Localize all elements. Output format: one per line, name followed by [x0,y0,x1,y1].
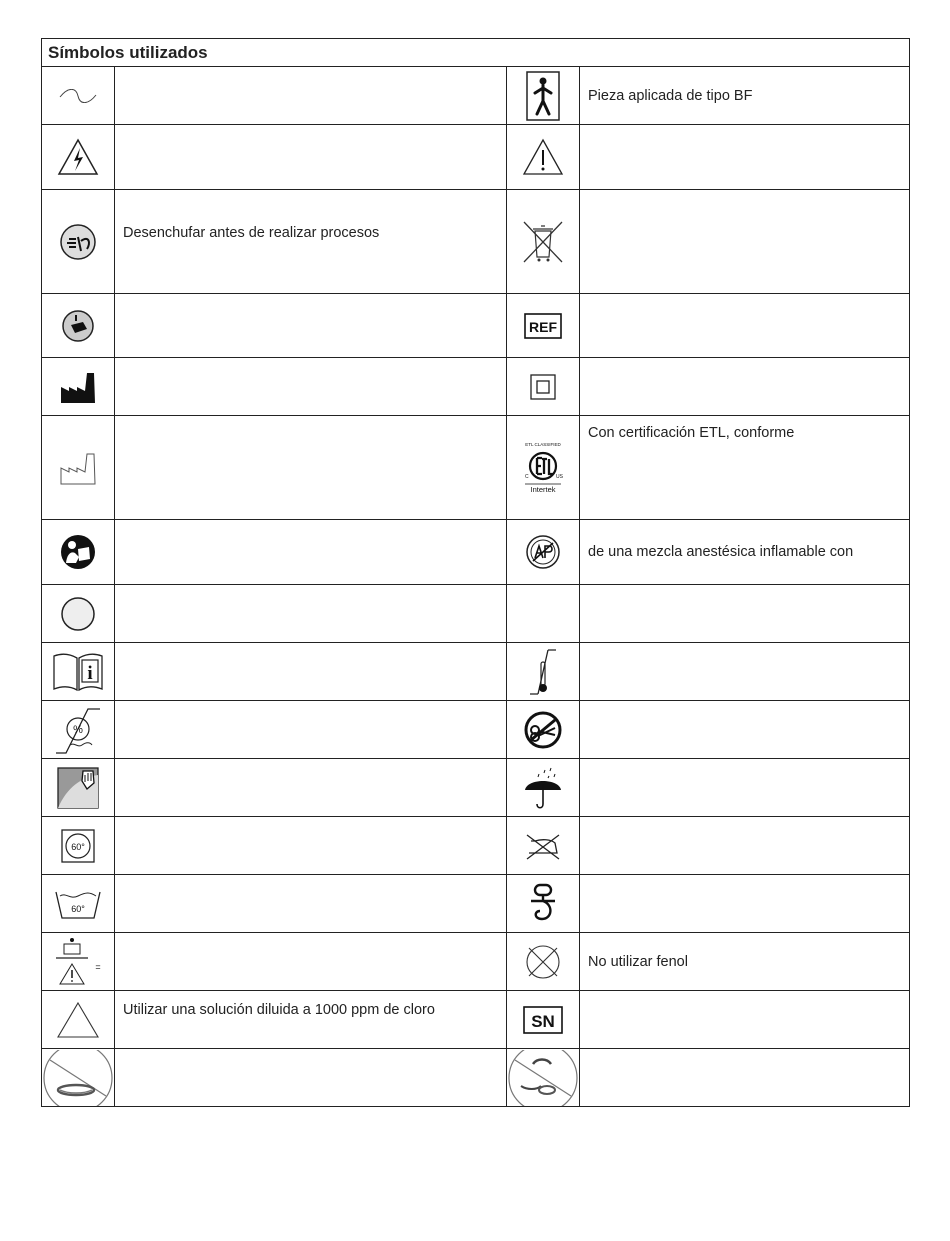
symbol-description [115,585,507,643]
dangerous-voltage-icon [42,125,115,190]
humidity-label: % [73,723,83,736]
wash-60-icon [42,875,115,933]
symbol-description [580,701,910,759]
symbols-table [41,38,910,1107]
symbol-description [115,701,507,759]
caution-icon [507,125,580,190]
etl-bottom-label: Intertek [530,484,556,494]
table-row [42,520,910,585]
class-ii-equipment-icon [507,358,580,416]
table-row [42,190,910,294]
read-manual-icon [42,520,115,585]
keep-dry-icon [507,759,580,817]
unplug-before-service-icon [42,190,115,294]
table-title: Símbolos utilizados [42,39,910,67]
circle-icon [42,585,115,643]
symbol-description: No utilizar fenol [580,933,910,991]
no-tumble-icon [507,1049,580,1107]
dry-clean-60-icon [42,817,115,875]
symbol-description [115,1049,507,1107]
temperature-limit-icon [507,643,580,701]
table-row [42,875,910,933]
table-row [42,67,910,125]
table-row [42,294,910,358]
symbol-description [580,817,910,875]
symbol-description [580,585,910,643]
humidity-limit-icon [42,701,115,759]
wash-60-label: 60° [71,903,85,914]
symbol-description [115,520,507,585]
temp-60-label: 60° [71,841,85,852]
no-wringing-icon [42,1049,115,1107]
symbol-description [580,643,910,701]
ap-category-icon [507,520,580,585]
table-row [42,991,910,1049]
etl-c-label: C [525,473,529,480]
etl-us-label: US [556,473,563,480]
empty-icon-cell [507,585,580,643]
hang-hook-icon [507,875,580,933]
symbol-description [580,875,910,933]
table-row [42,416,910,520]
symbol-description [115,759,507,817]
symbol-description [115,416,507,520]
table-row [42,1049,910,1107]
symbol-description: Utilizar una solución diluida a 1000 ppm de cloro [115,991,507,1049]
no-scissors-icon [507,701,580,759]
symbol-description: de una mezcla anestésica inflamable con [580,520,910,585]
symbol-description [115,933,507,991]
date-of-manufacture-icon [42,416,115,520]
weight-caution-icon [42,933,115,991]
table-row [42,759,910,817]
symbol-description [115,125,507,190]
table-row [42,933,910,991]
symbol-description [580,294,910,358]
symbol-description [115,294,507,358]
table-row [42,817,910,875]
table-row [42,125,910,190]
weight-equals-label: = [95,961,101,972]
table-row [42,585,910,643]
symbol-description [115,875,507,933]
symbol-description [580,991,910,1049]
alternating-current-icon [42,67,115,125]
type-bf-applied-part-icon [507,67,580,125]
symbol-description: Con certificación ETL, conforme [580,416,910,520]
symbol-description [115,358,507,416]
serial-number-icon [507,991,580,1049]
table-row [42,358,910,416]
symbol-description [115,643,507,701]
table-row [42,701,910,759]
do-not-iron-icon [507,817,580,875]
ref-catalog-number-icon [507,294,580,358]
no-phenol-icon [507,933,580,991]
symbol-description [580,125,910,190]
symbol-description [115,817,507,875]
battery-disposal-icon [42,294,115,358]
symbol-description [580,1049,910,1107]
etl-top-label: ETL CLASSIFIED [525,441,561,447]
ref-label: REF [529,318,557,335]
wipe-clean-icon [42,759,115,817]
symbol-description [580,358,910,416]
info-label: i [87,662,93,684]
table-row [42,643,910,701]
consult-instructions-icon [42,643,115,701]
sn-label: SN [531,1011,555,1031]
symbol-description [115,67,507,125]
symbol-description: Pieza aplicada de tipo BF [580,67,910,125]
symbol-description [580,759,910,817]
symbol-description [580,190,910,294]
weee-crossed-bin-icon [507,190,580,294]
symbol-description: Desenchufar antes de realizar procesos [115,190,507,294]
etl-listed-intertek-icon [507,416,580,520]
manufacturer-icon [42,358,115,416]
bleach-triangle-icon [42,991,115,1049]
